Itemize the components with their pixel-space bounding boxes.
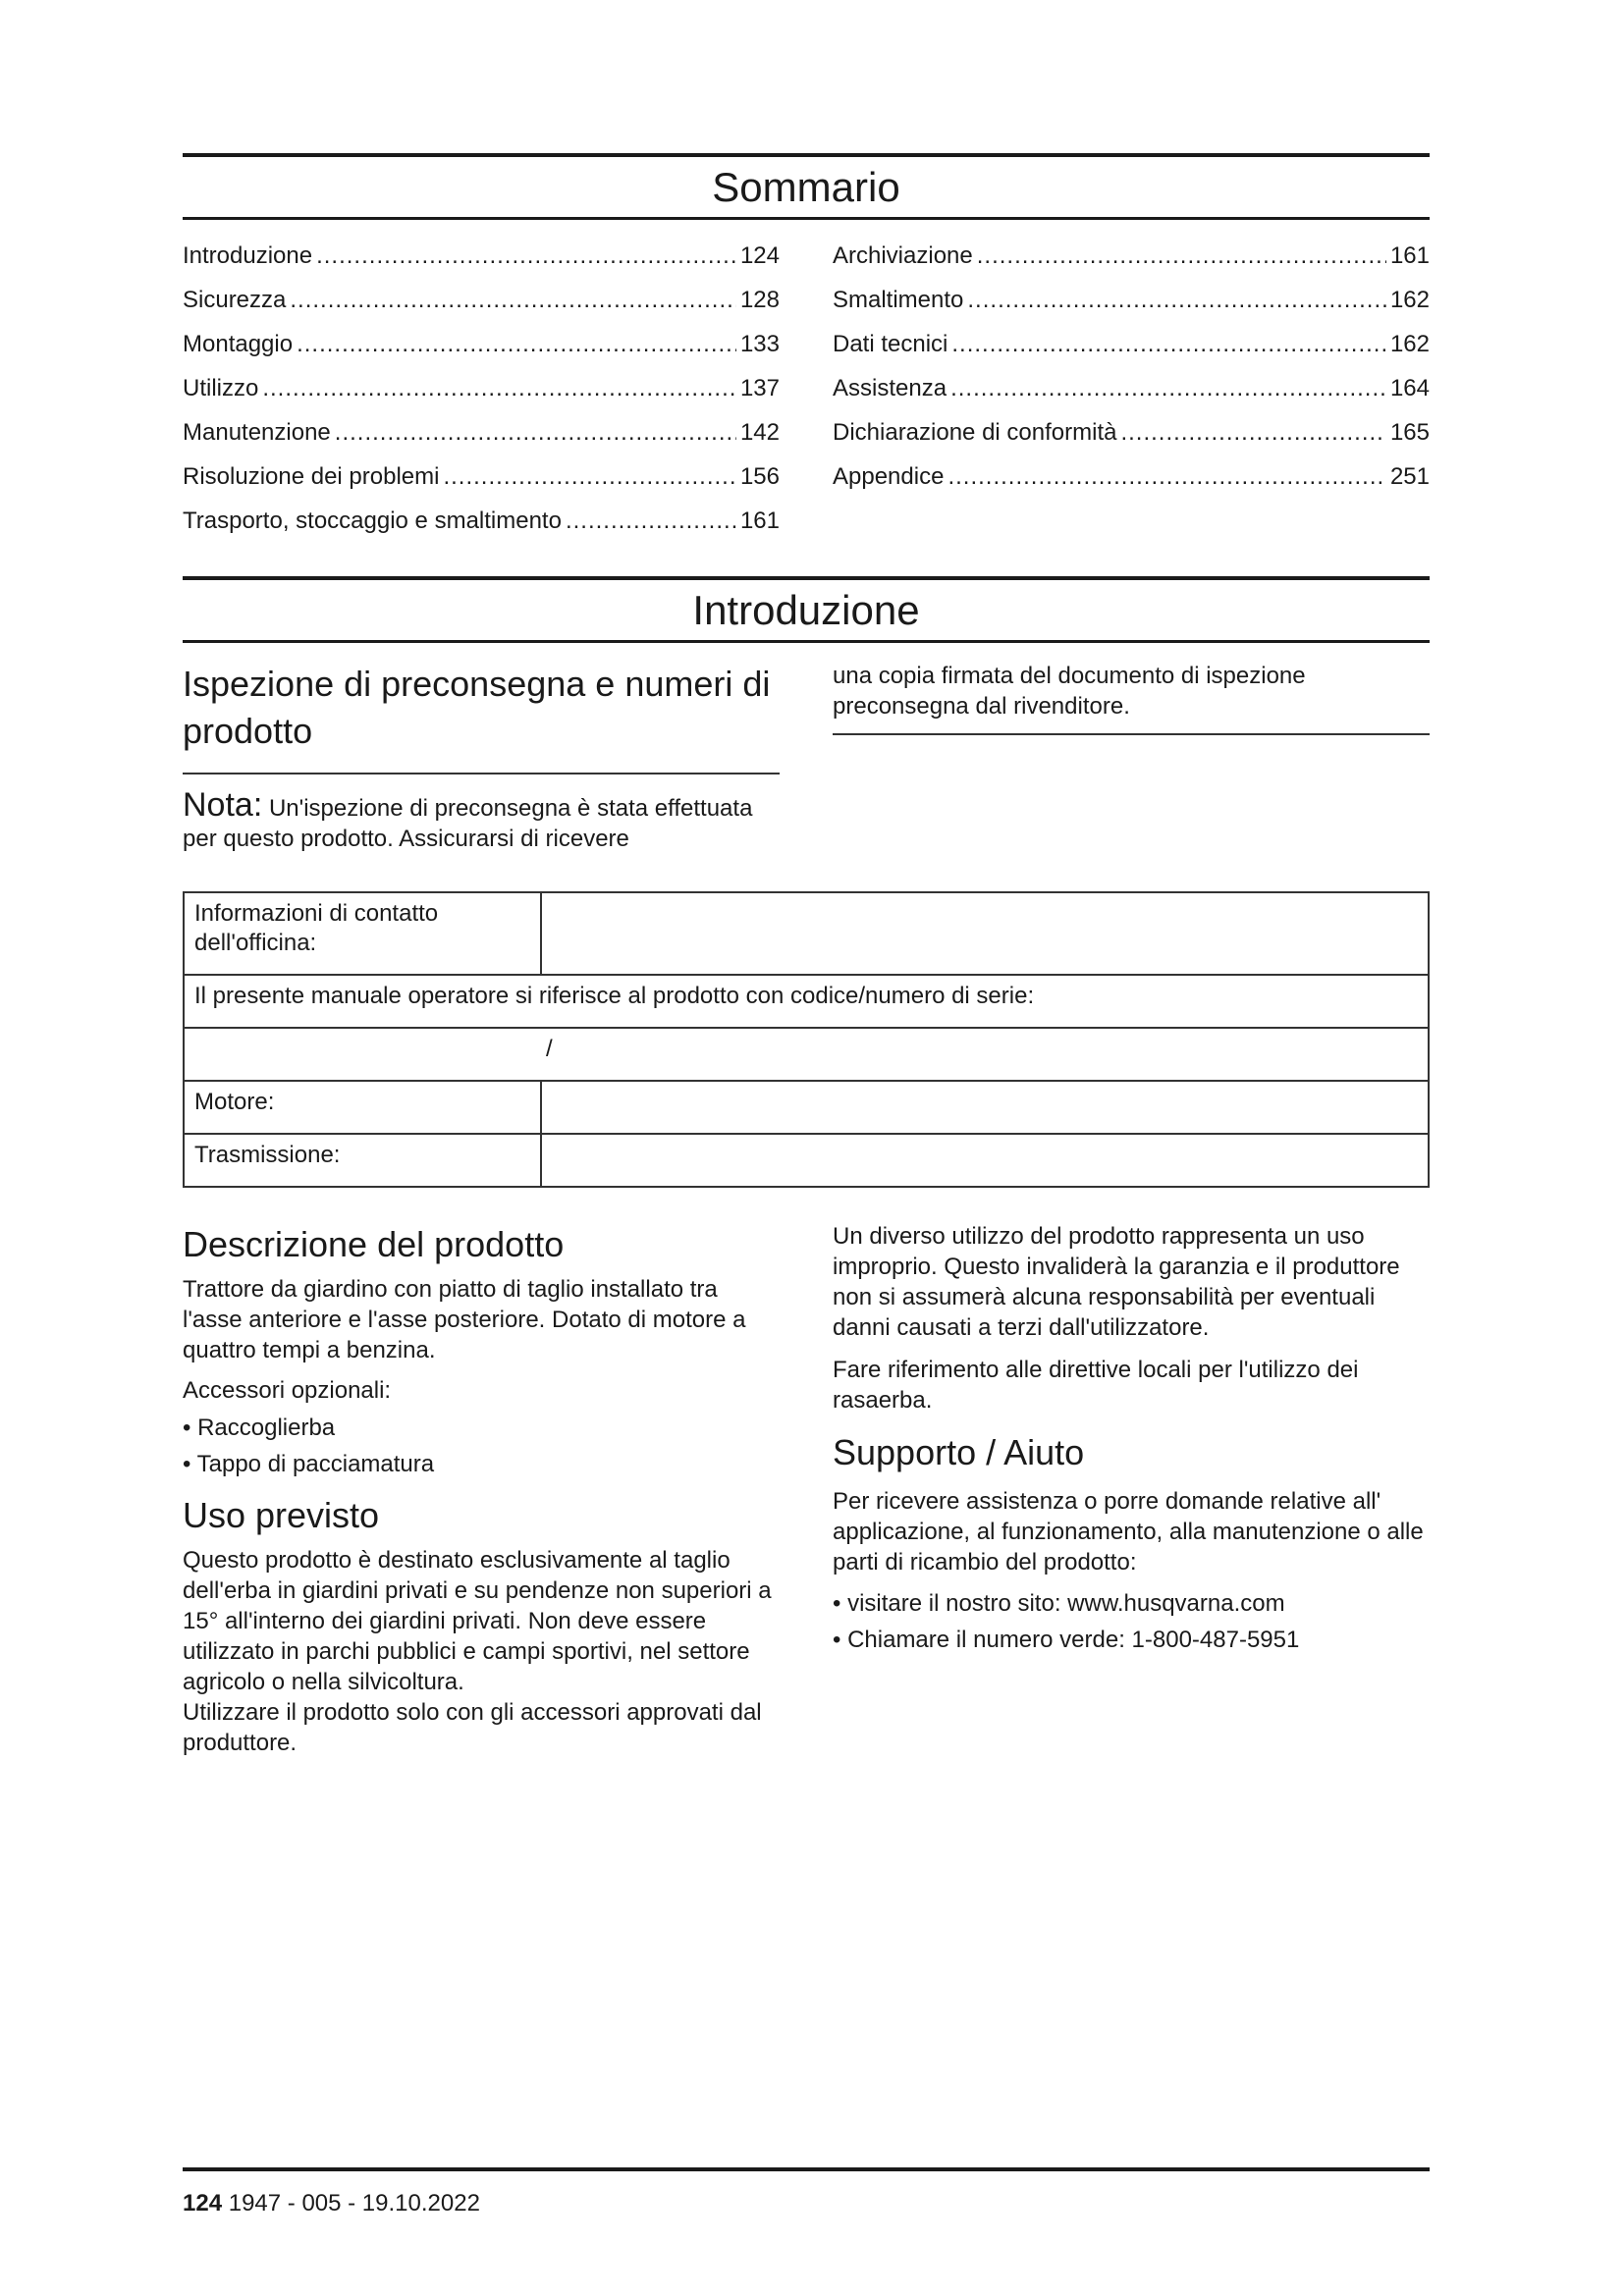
toc-label: Trasporto, stoccaggio e smaltimento — [183, 507, 562, 534]
toc-leader — [335, 410, 736, 454]
accessories-approval-text: Utilizzare il prodotto solo con gli accessori approvati dal produttore. — [183, 1699, 762, 1756]
toc-leader — [443, 454, 735, 499]
toc-leader — [316, 234, 736, 278]
nota-label: Nota: — [183, 786, 263, 824]
toc-page: 124 — [739, 242, 780, 269]
serial-separator: / — [546, 1036, 553, 1062]
toc-item[interactable] — [183, 454, 780, 499]
form-row — [184, 975, 1429, 1028]
toc-leader — [566, 499, 736, 543]
toc-item[interactable] — [833, 454, 1430, 499]
toc-label: Smaltimento — [833, 287, 964, 313]
toc-left-column — [183, 234, 780, 543]
toc-item[interactable] — [183, 278, 780, 322]
toc-item[interactable] — [183, 322, 780, 366]
toc-label: Dati tecnici — [833, 331, 948, 357]
toc-page: 161 — [1389, 242, 1430, 269]
document-page — [183, 153, 1430, 1758]
local-rules-text: Fare riferimento alle direttive locali per l'utilizzo dei rasaerba. — [833, 1357, 1359, 1414]
toc-leader — [947, 454, 1386, 499]
toc-label: Dichiarazione di conformità — [833, 419, 1117, 446]
list-item: • Tappo di pacciamatura — [183, 1446, 780, 1482]
document-reference: 1947 - 005 - 19.10.2022 — [228, 2190, 480, 2216]
introduction-title: Introduzione — [183, 576, 1430, 643]
toc-page: 156 — [739, 463, 780, 490]
toc-page: 137 — [739, 375, 780, 401]
toc-page: 165 — [1389, 419, 1430, 446]
manual-reference: Il presente manuale operatore si riferisce al prodotto con codice/numero di serie: — [184, 975, 1429, 1028]
toc-label: Risoluzione dei problemi — [183, 463, 440, 490]
website-link[interactable]: • visitare il nostro sito: www.husqvarna.com — [833, 1585, 1430, 1622]
toc-item[interactable] — [833, 322, 1430, 366]
toc-label: Introduzione — [183, 242, 313, 269]
accessories-list — [183, 1410, 780, 1482]
toc-page: 128 — [739, 287, 780, 313]
toc-page: 161 — [739, 507, 780, 534]
description-right-column — [833, 1221, 1430, 1758]
phone-number[interactable]: • Chiamare il numero verde: 1-800-487-5951 — [833, 1622, 1430, 1658]
transmission-field[interactable] — [541, 1134, 1429, 1187]
inspection-right-column — [833, 661, 1430, 854]
form-row — [184, 1081, 1429, 1134]
toc-leader — [950, 366, 1386, 410]
toc-leader — [262, 366, 736, 410]
toc-item[interactable] — [183, 410, 780, 454]
inspection-heading: Ispezione di preconsegna e numeri di prodotto — [183, 661, 780, 774]
description-text: Trattore da giardino con piatto di taglio installato tra l'asse anteriore e l'asse posteriore. Dotato di motore a quattro tempi a benzina. — [183, 1276, 746, 1363]
nota-text: Un'ispezione di preconsegna è stata effettuata per questo prodotto. Assicurarsi di ricevere — [183, 795, 753, 852]
contact-field[interactable] — [541, 892, 1429, 975]
intended-use-text: Questo prodotto è destinato esclusivamente al taglio dell'erba in giardini privati e su pendenze non superiori a 15° all'interno dei giardini privati. Non deve essere utilizzato in parchi pubblici e campi sportivi, nel settore agricolo o nella silvicoltura. — [183, 1547, 772, 1695]
support-text: Per ricevere assistenza o porre domande relative all' applicazione, al funzionamento, alla manutenzione o alle parti di ricambio del prodotto: — [833, 1488, 1424, 1575]
toc-label: Manutenzione — [183, 419, 331, 446]
toc-leader — [1120, 410, 1385, 454]
form-row — [184, 1134, 1429, 1187]
description-left-column — [183, 1221, 780, 1758]
toc-label: Montaggio — [183, 331, 294, 357]
toc-leader — [977, 234, 1386, 278]
nota-paragraph — [183, 786, 780, 854]
toc-label: Assistenza — [833, 375, 947, 401]
toc-label: Archiviazione — [833, 242, 973, 269]
toc-item[interactable] — [833, 234, 1430, 278]
toc-label: Sicurezza — [183, 287, 287, 313]
toc-item[interactable] — [183, 234, 780, 278]
form-row — [184, 1028, 1429, 1081]
misuse-text: Un diverso utilizzo del prodotto rappresenta un uso improprio. Questo invaliderà la garanzia e il produttore non si assumerà alcuna responsabilità per eventuali danni causati a terzi dall'utilizzatore. — [833, 1223, 1400, 1341]
toc-page: 133 — [739, 331, 780, 357]
serial-number-field[interactable] — [184, 1028, 1429, 1081]
toc-label: Appendice — [833, 463, 945, 490]
toc-leader — [967, 278, 1386, 322]
toc-item[interactable] — [183, 499, 780, 543]
toc-leader — [297, 322, 736, 366]
description-section — [183, 1221, 1430, 1758]
toc-item[interactable] — [833, 278, 1430, 322]
toc-page: 162 — [1389, 287, 1430, 313]
page-footer — [183, 2189, 480, 2218]
form-row — [184, 892, 1429, 975]
toc-page: 162 — [1389, 331, 1430, 357]
toc-item[interactable] — [833, 366, 1430, 410]
footer-divider — [183, 2167, 1430, 2171]
engine-label: Motore: — [184, 1081, 541, 1134]
transmission-label: Trasmissione: — [184, 1134, 541, 1187]
toc-leader — [951, 322, 1386, 366]
accessories-label: Accessori opzionali: — [183, 1377, 392, 1404]
toc-item[interactable] — [833, 410, 1430, 454]
intended-use-heading: Uso previsto — [183, 1495, 380, 1535]
description-heading: Descrizione del prodotto — [183, 1224, 565, 1264]
toc-right-column — [833, 234, 1430, 543]
support-list — [833, 1585, 1430, 1658]
toc-leader — [290, 278, 736, 322]
toc-item[interactable] — [183, 366, 780, 410]
toc-label: Utilizzo — [183, 375, 259, 401]
list-item: • Raccoglierba — [183, 1410, 780, 1446]
nota-continued: una copia firmata del documento di ispezione preconsegna dal rivenditore. — [833, 661, 1430, 735]
support-heading: Supporto / Aiuto — [833, 1432, 1085, 1472]
table-of-contents — [183, 234, 1430, 543]
toc-page: 251 — [1389, 463, 1430, 490]
inspection-section — [183, 661, 1430, 854]
contact-label: Informazioni di contatto dell'officina: — [184, 892, 541, 975]
toc-page: 164 — [1389, 375, 1430, 401]
page-number: 124 — [183, 2190, 223, 2216]
engine-field[interactable] — [541, 1081, 1429, 1134]
product-info-form — [183, 891, 1430, 1188]
toc-page: 142 — [739, 419, 780, 446]
contents-title: Sommario — [183, 153, 1430, 220]
inspection-left-column — [183, 661, 780, 854]
